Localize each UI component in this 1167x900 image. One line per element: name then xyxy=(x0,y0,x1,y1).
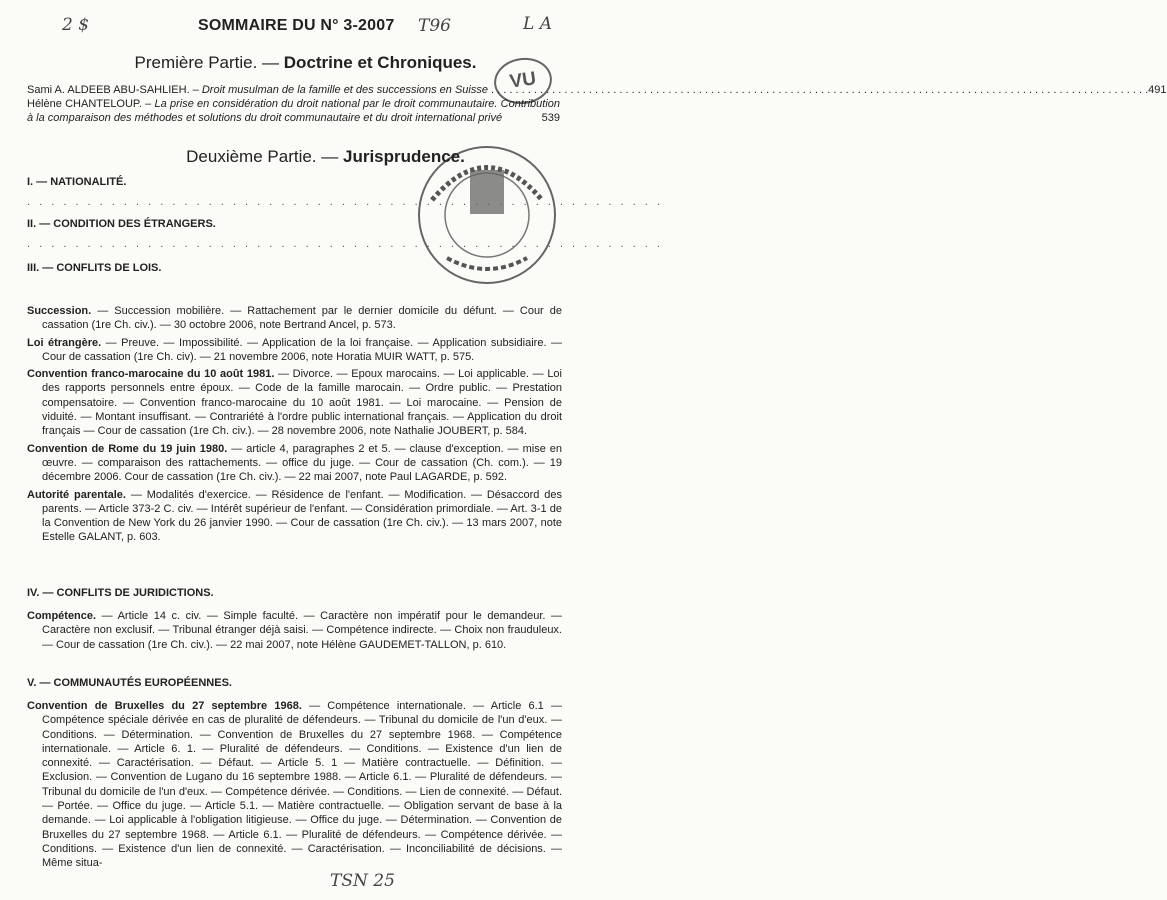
list-item xyxy=(27,488,562,545)
doctrine-list xyxy=(27,83,1167,125)
doctrine-author: Sami A. ALDEEB ABU-SAHLIEH. – xyxy=(27,84,202,96)
handwritten-annotation-bottom: TSN 25 xyxy=(330,871,395,891)
part-one-label: Première Partie. — xyxy=(134,53,284,72)
entry-text: — Compétence internationale. — Article 6.1 — Compétence spéciale dérivée en cas de pluralité de défendeurs. — Tribunal du domicile de l'un d'eux. — Conditions. — Détermination. — Convention de Bruxelles du 27 septembre 1968. — Compétence internationale. — Article 6. 1. — Pluralité de défendeurs. — Conditions. — Existence d'un lien de connexité. — Caractérisation. — Défaut. — Article 5. 1 — Matière contractuelle. — Définition. — Exclusion. — Convention de Lugano du 16 septembre 1988. — Article 6.1. — Pluralité de défendeurs. — Tribunal du domicile de l'un d'eux. — Compétence dérivée. — Conditions. — Lien de connexité. — Défaut. — Portée. — Office du juge. — Article 5.1. — Matière contractuelle. — Obligation servant de base à la demande. — Loi applicable à l'obligation litigieuse. — Office du juge. — Détermination. — Convention de Bruxelles du 27 septembre 1968. — Article 6.1. — Pluralité de défendeurs. — Compétence dérivée. — Conditions. — Existence d'un lien de connexité. — Caractérisation. — Inconciliabilité de décisions. — Même situa- xyxy=(42,700,562,870)
list-item xyxy=(27,442,562,485)
communautes-list xyxy=(27,699,562,874)
doctrine-title: Droit musulman de la famille et des successions en Suisse xyxy=(201,84,488,96)
entry-heading: Compétence. xyxy=(27,610,97,622)
entry-heading: Autorité parentale. xyxy=(27,488,126,501)
part-two-heading xyxy=(20,147,631,167)
part-one-heading xyxy=(0,53,611,73)
handwritten-annotation-right: L A xyxy=(523,14,552,34)
list-item xyxy=(27,367,562,438)
doctrine-title: La prise en considération du droit national par le droit communautaire. Contribution à la comparaison des méthodes et solutions du droit communautaire et du droit international privé xyxy=(27,98,560,124)
section-conflits-lois: III. — CONFLITS DE LOIS. xyxy=(27,262,162,274)
list-item xyxy=(27,336,562,365)
handwritten-annotation-left: 2 $ xyxy=(62,15,90,35)
section-nationalite: I. — NATIONALITÉ. xyxy=(27,176,127,188)
doctrine-item xyxy=(27,97,560,125)
entry-heading: Convention de Bruxelles du 27 septembre 1968. xyxy=(27,700,302,712)
entry-text: — Preuve. — Impossibilité. — Application de la loi française. — Application subsidiaire. — Cour de cassation (1re Ch. civ). — 21 novembre 2006, note Horatia MUIR WATT, p. 575. xyxy=(42,336,562,363)
page-title: SOMMAIRE DU N° 3-2007 xyxy=(198,17,395,34)
entry-heading: Convention de Rome du 19 juin 1980. xyxy=(27,442,228,455)
doctrine-page: 539 xyxy=(541,112,560,124)
section-condition-etrangers: II. — CONDITION DES ÉTRANGERS. xyxy=(27,218,216,230)
doctrine-page: 491 xyxy=(1148,84,1167,96)
list-item xyxy=(27,304,562,333)
dotted-separator: . . . . . . . . . . . . . . . . . . . . . . . . . . . . . . . . . . . . . . . . . . . . . . . . . . . . . xyxy=(27,238,663,250)
doctrine-author: Hélène CHANTELOUP. – xyxy=(27,98,155,110)
part-two-label: Deuxième Partie. — xyxy=(186,147,343,166)
entry-text: — Divorce. — Epoux marocains. — Loi applicable. — Loi des rapports personnels entre époux. — Code de la famille marocain. — Ordre public. — Prestation compensatoire. — Convention franco-marocaine du 10 août 1981. — Loi marocaine. — Pension de viduité. — Montant insuffisant. — Contrariété à l'ordre public international français. — Application du droit français — Cour de cassation (1re Ch. civ.). — 28 novembre 2006, note Nathalie JOUBERT, p. 584. xyxy=(42,368,562,438)
list-item xyxy=(27,699,562,871)
section-conflits-juridictions: IV. — CONFLITS DE JURIDICTIONS. xyxy=(27,587,214,599)
conflits-lois-list xyxy=(27,304,562,548)
entry-heading: Convention franco-marocaine du 10 août 1981. xyxy=(27,368,275,381)
entry-heading: Loi étrangère. xyxy=(27,336,102,349)
list-item xyxy=(27,609,562,652)
entry-text: — Succession mobilière. — Rattachement par le dernier domicile du défunt. — Cour de cassation (1re Ch. civ.). — 30 octobre 2006, note Bertrand Ancel, p. 573. xyxy=(42,305,562,332)
part-two-title: Jurisprudence. xyxy=(342,147,465,166)
entry-heading: Succession. xyxy=(27,305,92,317)
handwritten-annotation-middle: T96 xyxy=(418,16,451,36)
doctrine-item xyxy=(27,83,1167,97)
entry-text: — Modalités d'exercice. — Résidence de l'enfant. — Modification. — Désaccord des parents. — Article 373-2 C. civ. — Intérêt supérieur de l'enfant. — Considération primordiale. — Art. 3-1 de la Convention de New York du 26 janvier 1990. — Cour de cassation (1re Ch. civ.). — 13 mars 2007, note Estelle GALANT, p. 603. xyxy=(42,488,562,544)
conflits-juridictions-list xyxy=(27,609,562,655)
entry-text: — Article 14 c. civ. — Simple faculté. — Caractère non impératif pour le demandeur. — Caractère non exclusif. — Tribunal étranger déjà saisi. — Compétence indirecte. — Choix non frauduleux. — Cour de cassation (1re Ch. civ.). — 22 mai 2007, note Hélène GAUDEMET-TALLON, p. 610. xyxy=(42,610,562,651)
entry-text: — article 4, paragraphes 2 et 5. — clause d'exception. — mise en œuvre. — comparaison des rattachements. — office du juge. — Cour de cassation (Ch. com.). — 19 décembre 2006. Cour de cassation (1re Ch. civ.). — 22 mai 2007, note Paul LAGARDE, p. 592. xyxy=(42,442,562,484)
part-one-title: Doctrine et Chroniques. xyxy=(283,53,477,72)
vu-stamp-text: VU xyxy=(508,68,538,93)
section-communautes-europeennes: V. — COMMUNAUTÉS EUROPÉENNES. xyxy=(27,677,232,689)
dotted-separator: . . . . . . . . . . . . . . . . . . . . . . . . . . . . . . . . . . . . . . . . . . . . . . . . . . . . . xyxy=(27,196,663,208)
